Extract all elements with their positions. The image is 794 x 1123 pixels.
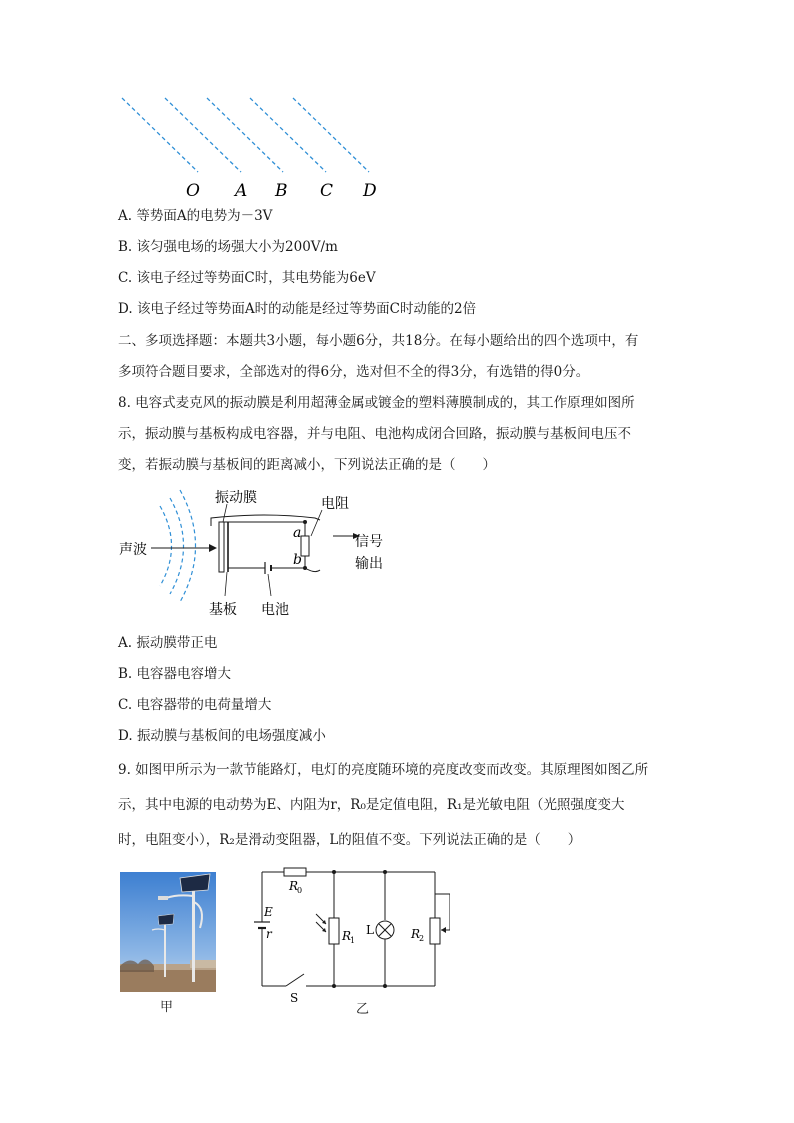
label-b: B <box>275 181 288 201</box>
q8-line: 8. 电容式麦克风的振动膜是利用超薄金属或镀金的塑料薄膜制成的，其工作原理如图所 <box>118 395 635 411</box>
label-a: A <box>235 181 248 201</box>
label-d: D <box>363 181 377 201</box>
label-r2: R <box>411 927 421 941</box>
label-r0: R <box>289 879 299 893</box>
street-lamp-photo <box>120 872 216 992</box>
resistor-symbol <box>301 536 309 556</box>
label-r1-sub: 1 <box>350 936 356 945</box>
microphone-circuit-figure <box>115 484 405 624</box>
rheostat-slider-arrow <box>441 927 446 933</box>
equipotential-line-b <box>207 98 283 172</box>
q7-option-a <box>118 206 272 226</box>
option-text: 振动膜与基板间的电场强度减小 <box>136 728 326 744</box>
q7-option-b <box>118 237 338 257</box>
q8-line: 示，振动膜与基板构成电容器，并与电阻、电池构成闭合回路，振动膜与基板间电压不 <box>118 426 631 442</box>
section2-line: 二、多项选择题：本题共3小题，每小题6分，共18分。在每小题给出的四个选项中，有 <box>118 333 639 349</box>
q9-stem <box>118 753 678 858</box>
option-letter: B. <box>118 239 133 255</box>
sound-wave-arcs <box>160 490 196 602</box>
q7-option-d <box>118 299 476 319</box>
label-plate: 基板 <box>209 602 237 618</box>
equipotential-line-d <box>293 98 369 172</box>
circuit-caption: 乙 <box>356 1002 370 1017</box>
equipotential-figure <box>110 92 400 204</box>
label-r1: R <box>342 929 352 943</box>
section2-line: 多项符合题目要求，全部选对的得6分，选对但不全的得3分，有选错的得0分。 <box>118 364 590 380</box>
photoresistor-r1-symbol <box>329 918 339 944</box>
lamp-circuit-diagram <box>250 864 450 1014</box>
option-letter: A. <box>118 635 133 651</box>
equipotential-line-o <box>122 98 198 172</box>
option-letter: A. <box>118 208 133 224</box>
q8-option-a <box>118 633 217 653</box>
label-membrane: 振动膜 <box>215 490 257 506</box>
q9-line: 示，其中电源的电动势为E、内阻为r，R₀是定值电阻，R₁是光敏电阻（光照强度变大 <box>118 797 625 813</box>
label-c: C <box>320 181 334 201</box>
switch-blade <box>286 974 304 986</box>
label-r0-sub: 0 <box>297 886 303 895</box>
label-node-a: a <box>293 525 302 541</box>
option-text: 该电子经过等势面C时，其电势能为6eV <box>136 270 376 286</box>
option-letter: D. <box>118 301 133 317</box>
photo-caption: 甲 <box>160 1000 174 1015</box>
label-battery: 电池 <box>261 602 289 618</box>
q8-option-d <box>118 726 326 746</box>
label-e: E <box>264 905 273 919</box>
option-text: 该电子经过等势面A时的动能是经过等势面C时动能的2倍 <box>136 301 477 317</box>
q8-option-b <box>118 664 231 684</box>
label-output: 输出 <box>355 556 383 572</box>
q9-line: 时，电阻变小），R₂是滑动变阻器，L的阻值不变。下列说法正确的是（ ） <box>118 832 582 848</box>
option-letter: C. <box>118 697 133 713</box>
option-text: 该匀强电场的场强大小为200V/m <box>136 239 338 255</box>
q8-option-c <box>118 695 271 715</box>
label-o: O <box>186 181 200 201</box>
option-text: 等势面A的电势为－3V <box>136 208 273 224</box>
label-sound-wave: 声波 <box>119 542 147 558</box>
membrane <box>219 522 224 572</box>
q8-stem <box>118 388 678 481</box>
q7-option-c <box>118 268 376 288</box>
q8-line: 变，若振动膜与基板间的距离减小，下列说法正确的是（ ） <box>118 457 496 473</box>
rheostat-r2-symbol <box>430 918 440 944</box>
label-r2-sub: 2 <box>419 934 425 943</box>
label-l: L <box>366 923 374 937</box>
label-node-b: b <box>293 552 302 568</box>
option-text: 振动膜带正电 <box>136 635 218 651</box>
section2-instructions <box>118 326 678 388</box>
option-text: 电容器带的电荷量增大 <box>136 697 272 713</box>
option-letter: B. <box>118 666 133 682</box>
resistor-r0-symbol <box>284 868 306 876</box>
option-text: 电容器电容增大 <box>136 666 232 682</box>
sound-arrow-icon <box>209 544 217 552</box>
label-r: r <box>266 927 272 941</box>
q9-line: 9. 如图甲所示为一款节能路灯，电灯的亮度随环境的亮度改变而改变。其原理图如图乙所 <box>118 762 649 778</box>
equipotential-line-a <box>165 98 241 172</box>
label-signal: 信号 <box>355 534 383 550</box>
option-letter: C. <box>118 270 133 286</box>
option-letter: D. <box>118 728 133 744</box>
label-s: S <box>290 991 299 1005</box>
equipotential-line-c <box>250 98 326 172</box>
label-resistor: 电阻 <box>321 496 349 512</box>
